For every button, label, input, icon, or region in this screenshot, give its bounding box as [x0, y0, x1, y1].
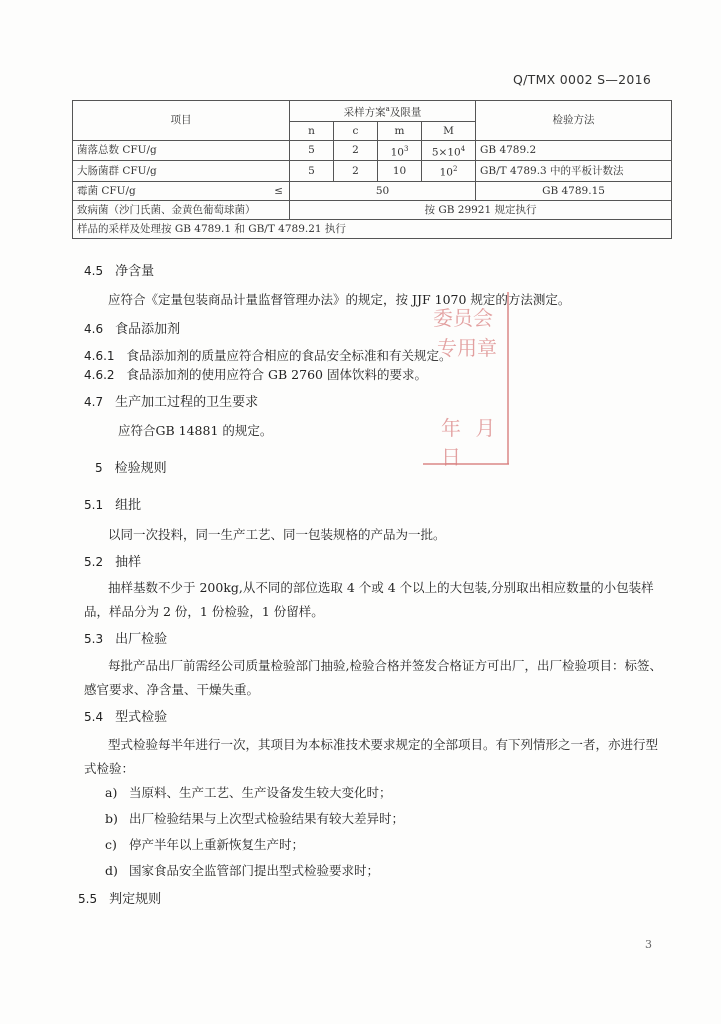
section-5-1: 5.1 组批: [84, 498, 142, 513]
header-item: 项目: [73, 101, 290, 141]
cell-m: $10^3$: [378, 140, 422, 161]
section-4-7-text: 应符合GB 14881 的规定。: [118, 423, 273, 438]
list-item: a) 当原料、生产工艺、生产设备发生较大变化时；: [105, 785, 392, 800]
section-4-5-text: 应符合《定量包装商品计量监督管理办法》的规定，按 JJF 1070 规定的方法测定。: [108, 292, 571, 307]
list-item: c) 停产半年以上重新恢复生产时；: [105, 837, 305, 852]
official-stamp: 委员会 专用章 年 月 日: [423, 292, 513, 467]
section-5-4: 5.4 型式检验: [84, 710, 168, 725]
cell-m: 10: [378, 161, 422, 182]
header-method: 检验方法: [476, 101, 672, 141]
table-note: 样品的采样及处理按 GB 4789.1 和 GB/T 4789.21 执行: [73, 219, 672, 238]
cell-limit: 50: [290, 181, 476, 200]
header-n: n: [290, 121, 334, 140]
header-sampling: 采样方案$^a$及限量: [290, 101, 476, 122]
cell-method: GB 4789.2: [476, 140, 672, 161]
le-sign: ≤: [274, 184, 283, 197]
page-number: 3: [645, 938, 652, 951]
section-5-3-text: 每批产品出厂前需经公司质量检验部门抽验,检验合格并签发合格证方可出厂，出厂检验项目：标签、感官要求、净含量、干燥失重。: [84, 658, 662, 697]
cell-item: 霉菌 CFU/g ≤: [73, 181, 290, 200]
table-row: [73, 140, 672, 161]
cell-item: 菌落总数 CFU/g: [73, 140, 290, 161]
table-row: [73, 181, 672, 200]
cell-method: GB 4789.15: [476, 181, 672, 200]
cell-c: 2: [334, 140, 378, 161]
section-5-1-text: 以同一次投料，同一生产工艺、同一包装规格的产品为一批。: [108, 527, 446, 542]
chapter-5: 5 检验规则: [95, 461, 167, 476]
header-c: c: [334, 121, 378, 140]
cell-item: 致病菌（沙门氏菌、金黄色葡萄球菌）: [73, 200, 290, 219]
cell-M: $5\times 10^4$: [422, 140, 476, 161]
cell-method: GB/T 4789.3 中的平板计数法: [476, 161, 672, 182]
section-4-6-2: 4.6.2 食品添加剂的使用应符合 GB 2760 固体饮料的要求。: [84, 367, 427, 382]
section-4-7: 4.7 生产加工过程的卫生要求: [84, 395, 259, 410]
section-5-4-text: 型式检验每半年进行一次，其项目为本标准技术要求规定的全部项目。有下列情形之一者，亦进行型式检验：: [84, 737, 659, 776]
section-4-5: 4.5 净含量: [84, 264, 155, 279]
header-m: m: [378, 121, 422, 140]
cell-item: 大肠菌群 CFU/g: [73, 161, 290, 182]
cell-n: 5: [290, 161, 334, 182]
list-item: b) 出厂检验结果与上次型式检验结果有较大差异时；: [105, 811, 405, 826]
section-5-5: 5.5 判定规则: [78, 892, 162, 907]
cell-n: 5: [290, 140, 334, 161]
table-note-row: [73, 219, 672, 238]
section-5-2: 5.2 抽样: [84, 555, 142, 570]
document-code: Q/TMX 0002 S—2016: [513, 72, 652, 87]
list-item: d) 国家食品安全监管部门提出型式检验要求时；: [105, 863, 380, 878]
section-5-3: 5.3 出厂检验: [84, 632, 168, 647]
microbiology-table: [72, 100, 672, 239]
cell-method: 按 GB 29921 规定执行: [290, 200, 672, 219]
cell-M: $10^2$: [422, 161, 476, 182]
section-4-6-1: 4.6.1 食品添加剂的质量应符合相应的食品安全标准和有关规定。: [84, 348, 452, 363]
section-4-6: 4.6 食品添加剂: [84, 322, 181, 337]
section-5-2-text: 抽样基数不少于 200kg,从不同的部位选取 4 个或 4 个以上的大包装,分别取出相应数量的小包装样品，样品分为 2 份，1 份检验，1 份留样。: [84, 580, 654, 619]
table-row: [73, 200, 672, 219]
cell-c: 2: [334, 161, 378, 182]
table-row: [73, 161, 672, 182]
table-header-row: [73, 101, 672, 122]
header-M: M: [422, 121, 476, 140]
